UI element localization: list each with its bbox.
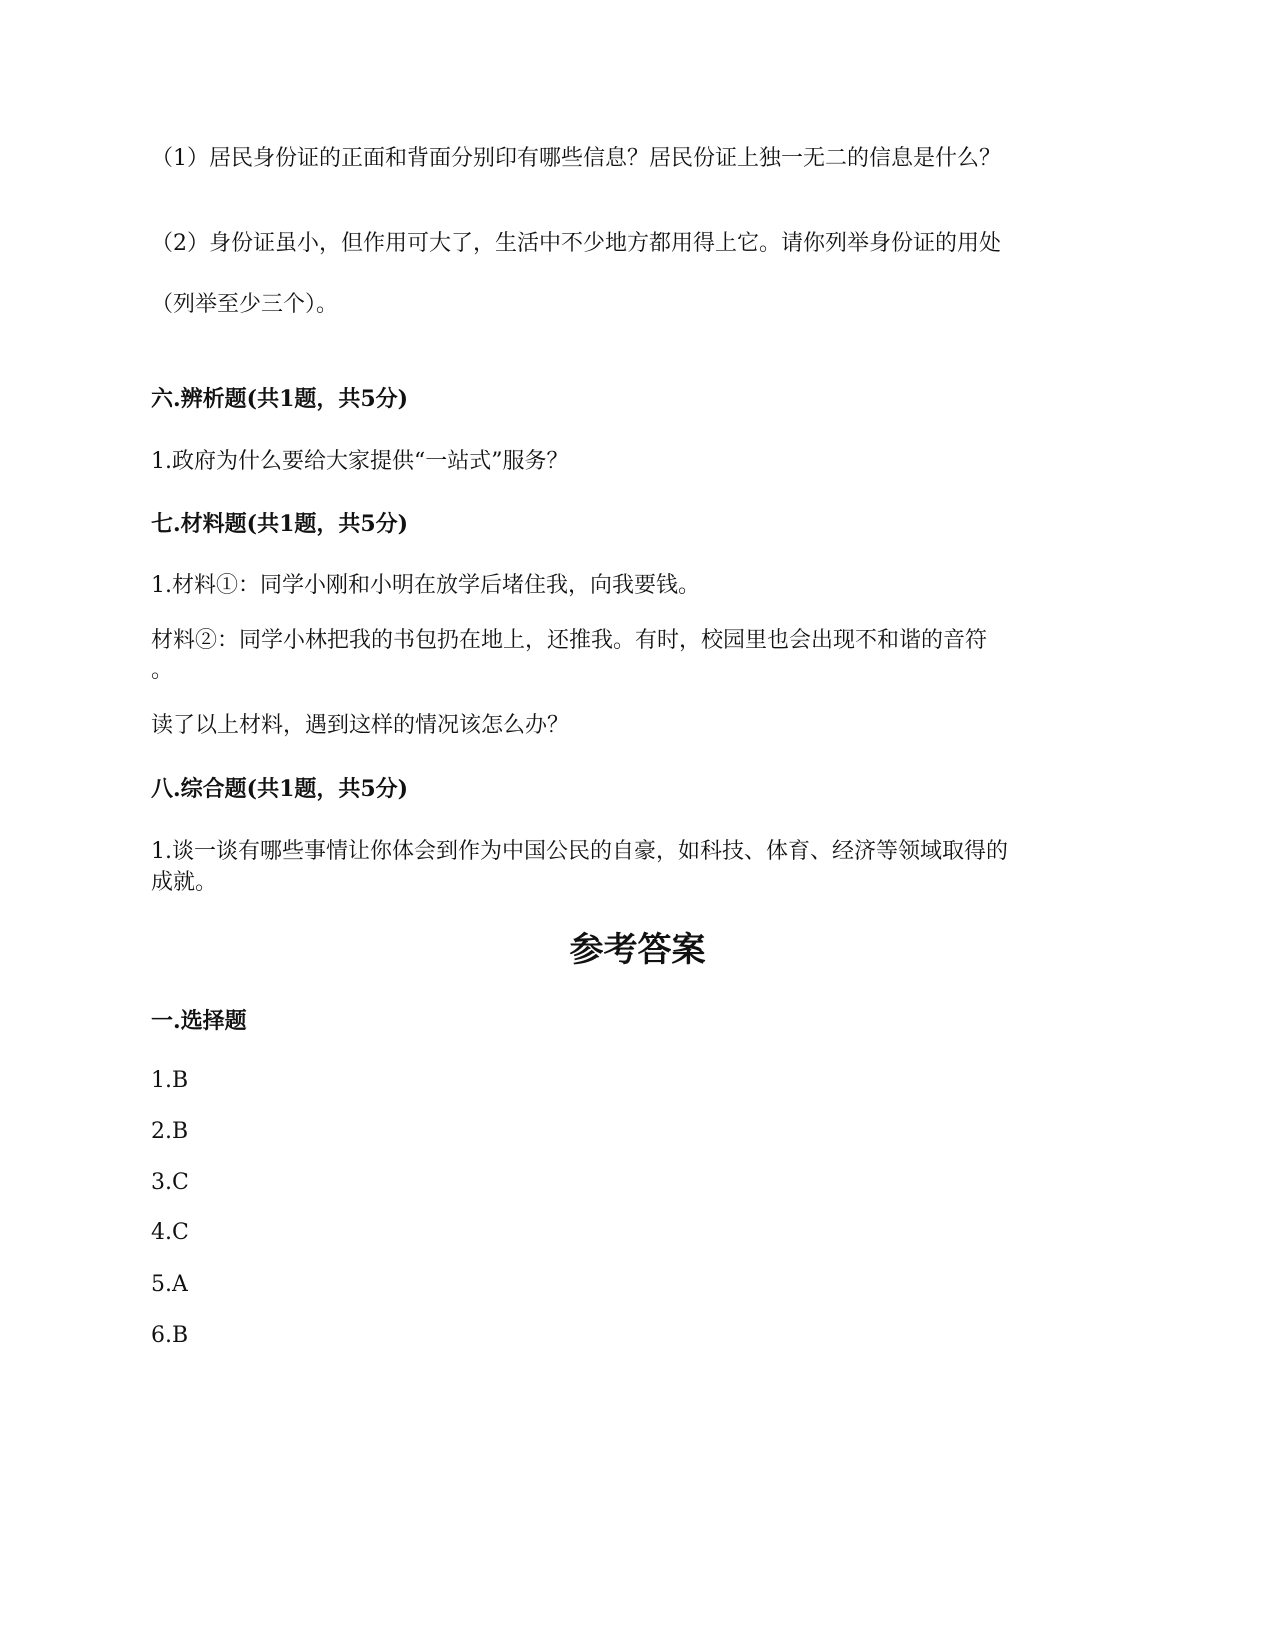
section-6-heading: 六.辨析题(共1题，共5分)	[151, 386, 409, 412]
question-5-2-line1: （2）身份证虽小，但作用可大了，生活中不少地方都用得上它。请你列举身份证的用处	[151, 231, 1001, 256]
answer-item: 4.C	[151, 1220, 189, 1245]
answers-title: 参考答案	[569, 930, 706, 970]
answer-item: 6.B	[151, 1323, 189, 1348]
question-5-2-line2: （列举至少三个）。	[151, 292, 339, 317]
section-8-question-1-line2: 成就。	[151, 870, 218, 895]
section-7-material-2-line2: 。	[151, 658, 174, 683]
section-8-heading: 八.综合题(共1题，共5分)	[151, 776, 409, 802]
section-7-material-2-line1: 材料②：同学小林把我的书包扔在地上，还推我。有时，校园里也会出现不和谐的音符	[151, 628, 988, 653]
section-8-question-1-line1: 1.谈一谈有哪些事情让你体会到作为中国公民的自豪，如科技、体育、经济等领域取得的	[151, 839, 1008, 864]
section-7-question: 读了以上材料，遇到这样的情况该怎么办？	[151, 713, 570, 738]
section-7-heading: 七.材料题(共1题，共5分)	[151, 511, 409, 537]
section-7-material-1: 1.材料①：同学小刚和小明在放学后堵住我，向我要钱。	[151, 573, 700, 598]
answer-item: 2.B	[151, 1119, 189, 1144]
answer-item: 3.C	[151, 1170, 189, 1195]
section-6-question-1: 1.政府为什么要给大家提供“一站式”服务？	[151, 449, 569, 474]
answers-section-1-heading: 一.选择题	[151, 1008, 247, 1034]
answer-item: 1.B	[151, 1068, 189, 1093]
question-5-1: （1）居民身份证的正面和背面分别印有哪些信息？居民份证上独一无二的信息是什么？	[151, 146, 1001, 171]
answer-item: 5.A	[151, 1272, 188, 1297]
